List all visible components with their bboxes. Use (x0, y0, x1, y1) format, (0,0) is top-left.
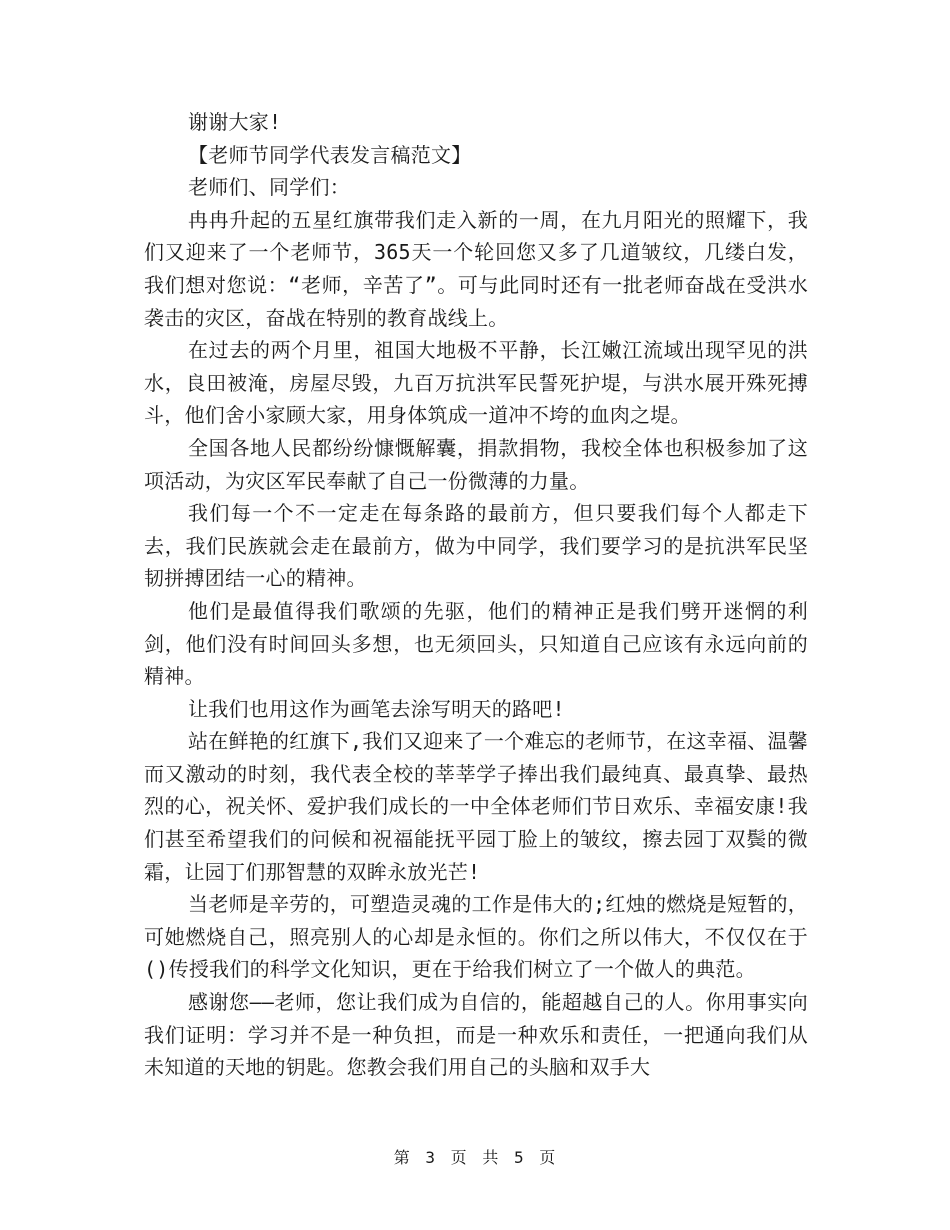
paragraph-closing-thanks: 谢谢大家! (188, 110, 282, 134)
page-footer (0, 1145, 950, 1168)
paragraph-body: 站在鲜艳的红旗下,我们又迎来了一个难忘的老师节，在这幸福、温馨而又激动的时刻，我代表全校的莘莘学子捧出我们最纯真、最真挚、最热烈的心，祝关怀、爱护我们成长的一中全体老师们节日欢乐、幸福安康!我们甚至希望我们的问候和祝福能抚平园丁脸上的皱纹，擦去园丁双鬓的微霜，让园丁们那智慧的双眸永放光芒! (144, 729, 808, 884)
page-number-label: 第 3 页 共 5 页 (393, 1148, 557, 1167)
paragraph-body: 让我们也用这作为画笔去涂写明天的路吧! (188, 696, 565, 721)
paragraph-body: 当老师是辛劳的，可塑造灵魂的工作是伟大的;红烛的燃烧是短暂的，可她燃烧自己，照亮别人的心却是永恒的。你们之所以伟大，不仅仅在于()传授我们的科学文化知识，更在于给我们树立了一个做人的典范。 (144, 892, 808, 982)
paragraph-body: 我们每一个不一定走在每条路的最前方，但只要我们每个人都走下去，我们民族就会走在最前方，做为中同学，我们要学习的是抗洪军民坚韧拼搏团结一心的精神。 (144, 501, 808, 591)
paragraph-body: 冉冉升起的五星红旗带我们走入新的一周，在九月阳光的照耀下，我们又迎来了一个老师节，365天一个轮回您又多了几道皱纹，几缕白发，我们想对您说：“老师，辛苦了”。可与此同时还有一批老师奋战在受洪水袭击的灾区，奋战在特别的教育战线上。 (144, 207, 808, 330)
paragraph-body: 全国各地人民都纷纷慷慨解囊，捐款捐物，我校全体也积极参加了这项活动，为灾区军民奉献了自己一份微薄的力量。 (144, 435, 808, 493)
paragraph-salutation: 老师们、同学们： (188, 175, 350, 200)
paragraph-body: 在过去的两个月里，祖国大地极不平静，长江嫩江流域出现罕见的洪水，良田被淹，房屋尽毁，九百万抗洪军民誓死护堤，与洪水展开殊死搏斗，他们舍小家顾大家，用身体筑成一道冲不垮的血肉之堤。 (144, 338, 808, 428)
document-body (144, 106, 808, 1084)
paragraph-body: 感谢您——老师，您让我们成为自信的，能超越自己的人。你用事实向我们证明：学习并不是一种负担，而是一种欢乐和责任，一把通向我们从未知道的天地的钥匙。您教会我们用自己的头脑和双手大 (144, 990, 808, 1080)
paragraph-body: 他们是最值得我们歌颂的先驱，他们的精神正是我们劈开迷惘的利剑，他们没有时间回头多想，也无须回头，只知道自己应该有永远向前的精神。 (144, 598, 808, 689)
paragraph-section-title: 【老师节同学代表发言稿范文】 (188, 142, 472, 167)
